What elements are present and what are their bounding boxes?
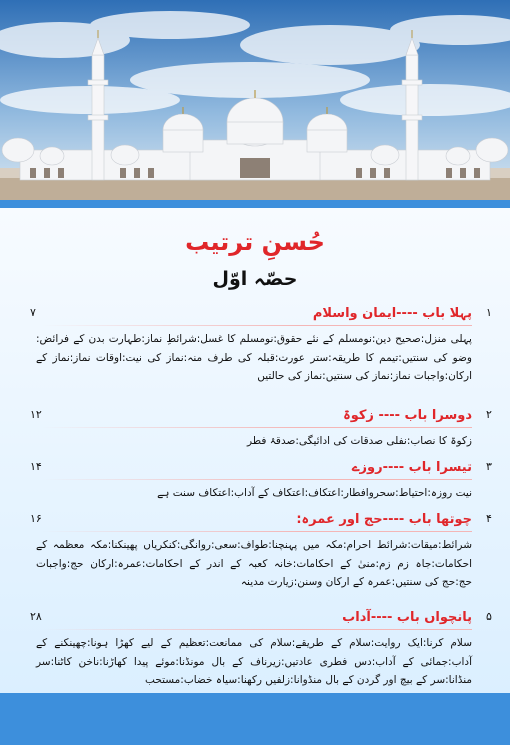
chapter-underline [42,325,472,326]
chapter-page-number: ۱۴ [30,460,42,473]
chapter-topics: شرائط:میقات:شرائط احرام:مکہ میں پہنچنا:طواف:سعی:روانگی:کنکریاں پھینکنا:مکہ معظمہ کے احکامات:جاہ زم زم:منیٰ کے احکامات:خانہ کعبہ کے اندر کے احکامات:عمرہ:ارکان حج:واجبات حج:حج کی سنتیں:عمرہ کے ارکان وسنن:زیارت مدینہ [36,539,472,588]
chapter-title: چوتھا باب ----حج اور عمرہ: [296,512,472,527]
chapter-underline [42,531,472,532]
chapter-page-number: ۷ [30,306,36,319]
mosque-illustration [0,0,510,200]
chapter-topics: نیت روزہ:احتیاط:سحروافطار:اعتکاف:اعتکاف کے آداب:اعتکاف سنت ہے [157,487,472,499]
chapter-underline [42,427,472,428]
chapter-entry [30,304,492,386]
chapter-topics: زکوۃ کا نصاب:نفلی صدقات کی ادائیگی:صدقۂ فطر [247,435,472,447]
chapter-number: ۴ [486,512,492,525]
chapter-number: ۲ [486,408,492,421]
chapter-page-number: ۲۸ [30,610,42,623]
chapter-number: ۵ [486,610,492,623]
chapter-topics: سلام کرنا:ایک روایت:سلام کے طریقے:سلام کی ممانعت:تعظیم کے لیے کھڑا ہونا:چھینکنے کے آداب:جمائی کے آداب:دس فطری عادتیں:زیرناف کے بال مونڈنا:موئے پیدا کھاڑنا:ناخن کاٹنا:سر منڈانا:سر کے بیچ اور گردن کے بال منڈوانا:زلفیں رکھنا:سیاہ خضاب:مستحب [36,637,472,686]
chapter-number: ۱ [486,306,492,319]
contents-page [0,208,510,693]
part-heading: حصّہ اوّل [212,268,298,290]
chapter-number: ۳ [486,460,492,473]
chapter-topics: پہلی منزل:صحیح دین:نومسلم کے نئے حقوق:نومسلم کا غسل:شرائطِ نماز:طہارت بدن کے فرائض: وضو کی سنتیں:تیمم کا طریقہ:ستر عورت:قبلہ کی طرف منہ:نماز کی نیت:اوقات نماز:نماز کے ارکان:واجبات نماز:نماز کی سنتیں:نماز کی حالتیں [36,333,472,382]
chapter-title: دوسرا باب ---- زکوۃ [343,408,472,423]
chapter-title: پانچواں باب ----آداب [342,610,472,625]
page-title: حُسنِ ترتیب [185,228,325,256]
chapter-underline [42,629,472,630]
chapter-entry [30,458,492,503]
header-photo [0,0,510,200]
chapter-page-number: ۱۶ [30,512,42,525]
chapter-entry [30,510,492,592]
bottom-blue-band [0,693,510,745]
chapter-page-number: ۱۲ [30,408,42,421]
top-blue-band [0,200,510,208]
chapter-entry [30,608,492,690]
chapter-title: پہلا باب ----ایمان واسلام [312,306,472,321]
chapter-underline [42,479,472,480]
chapter-entry [30,406,492,451]
chapter-title: تیسرا باب ----روزے [351,460,472,475]
